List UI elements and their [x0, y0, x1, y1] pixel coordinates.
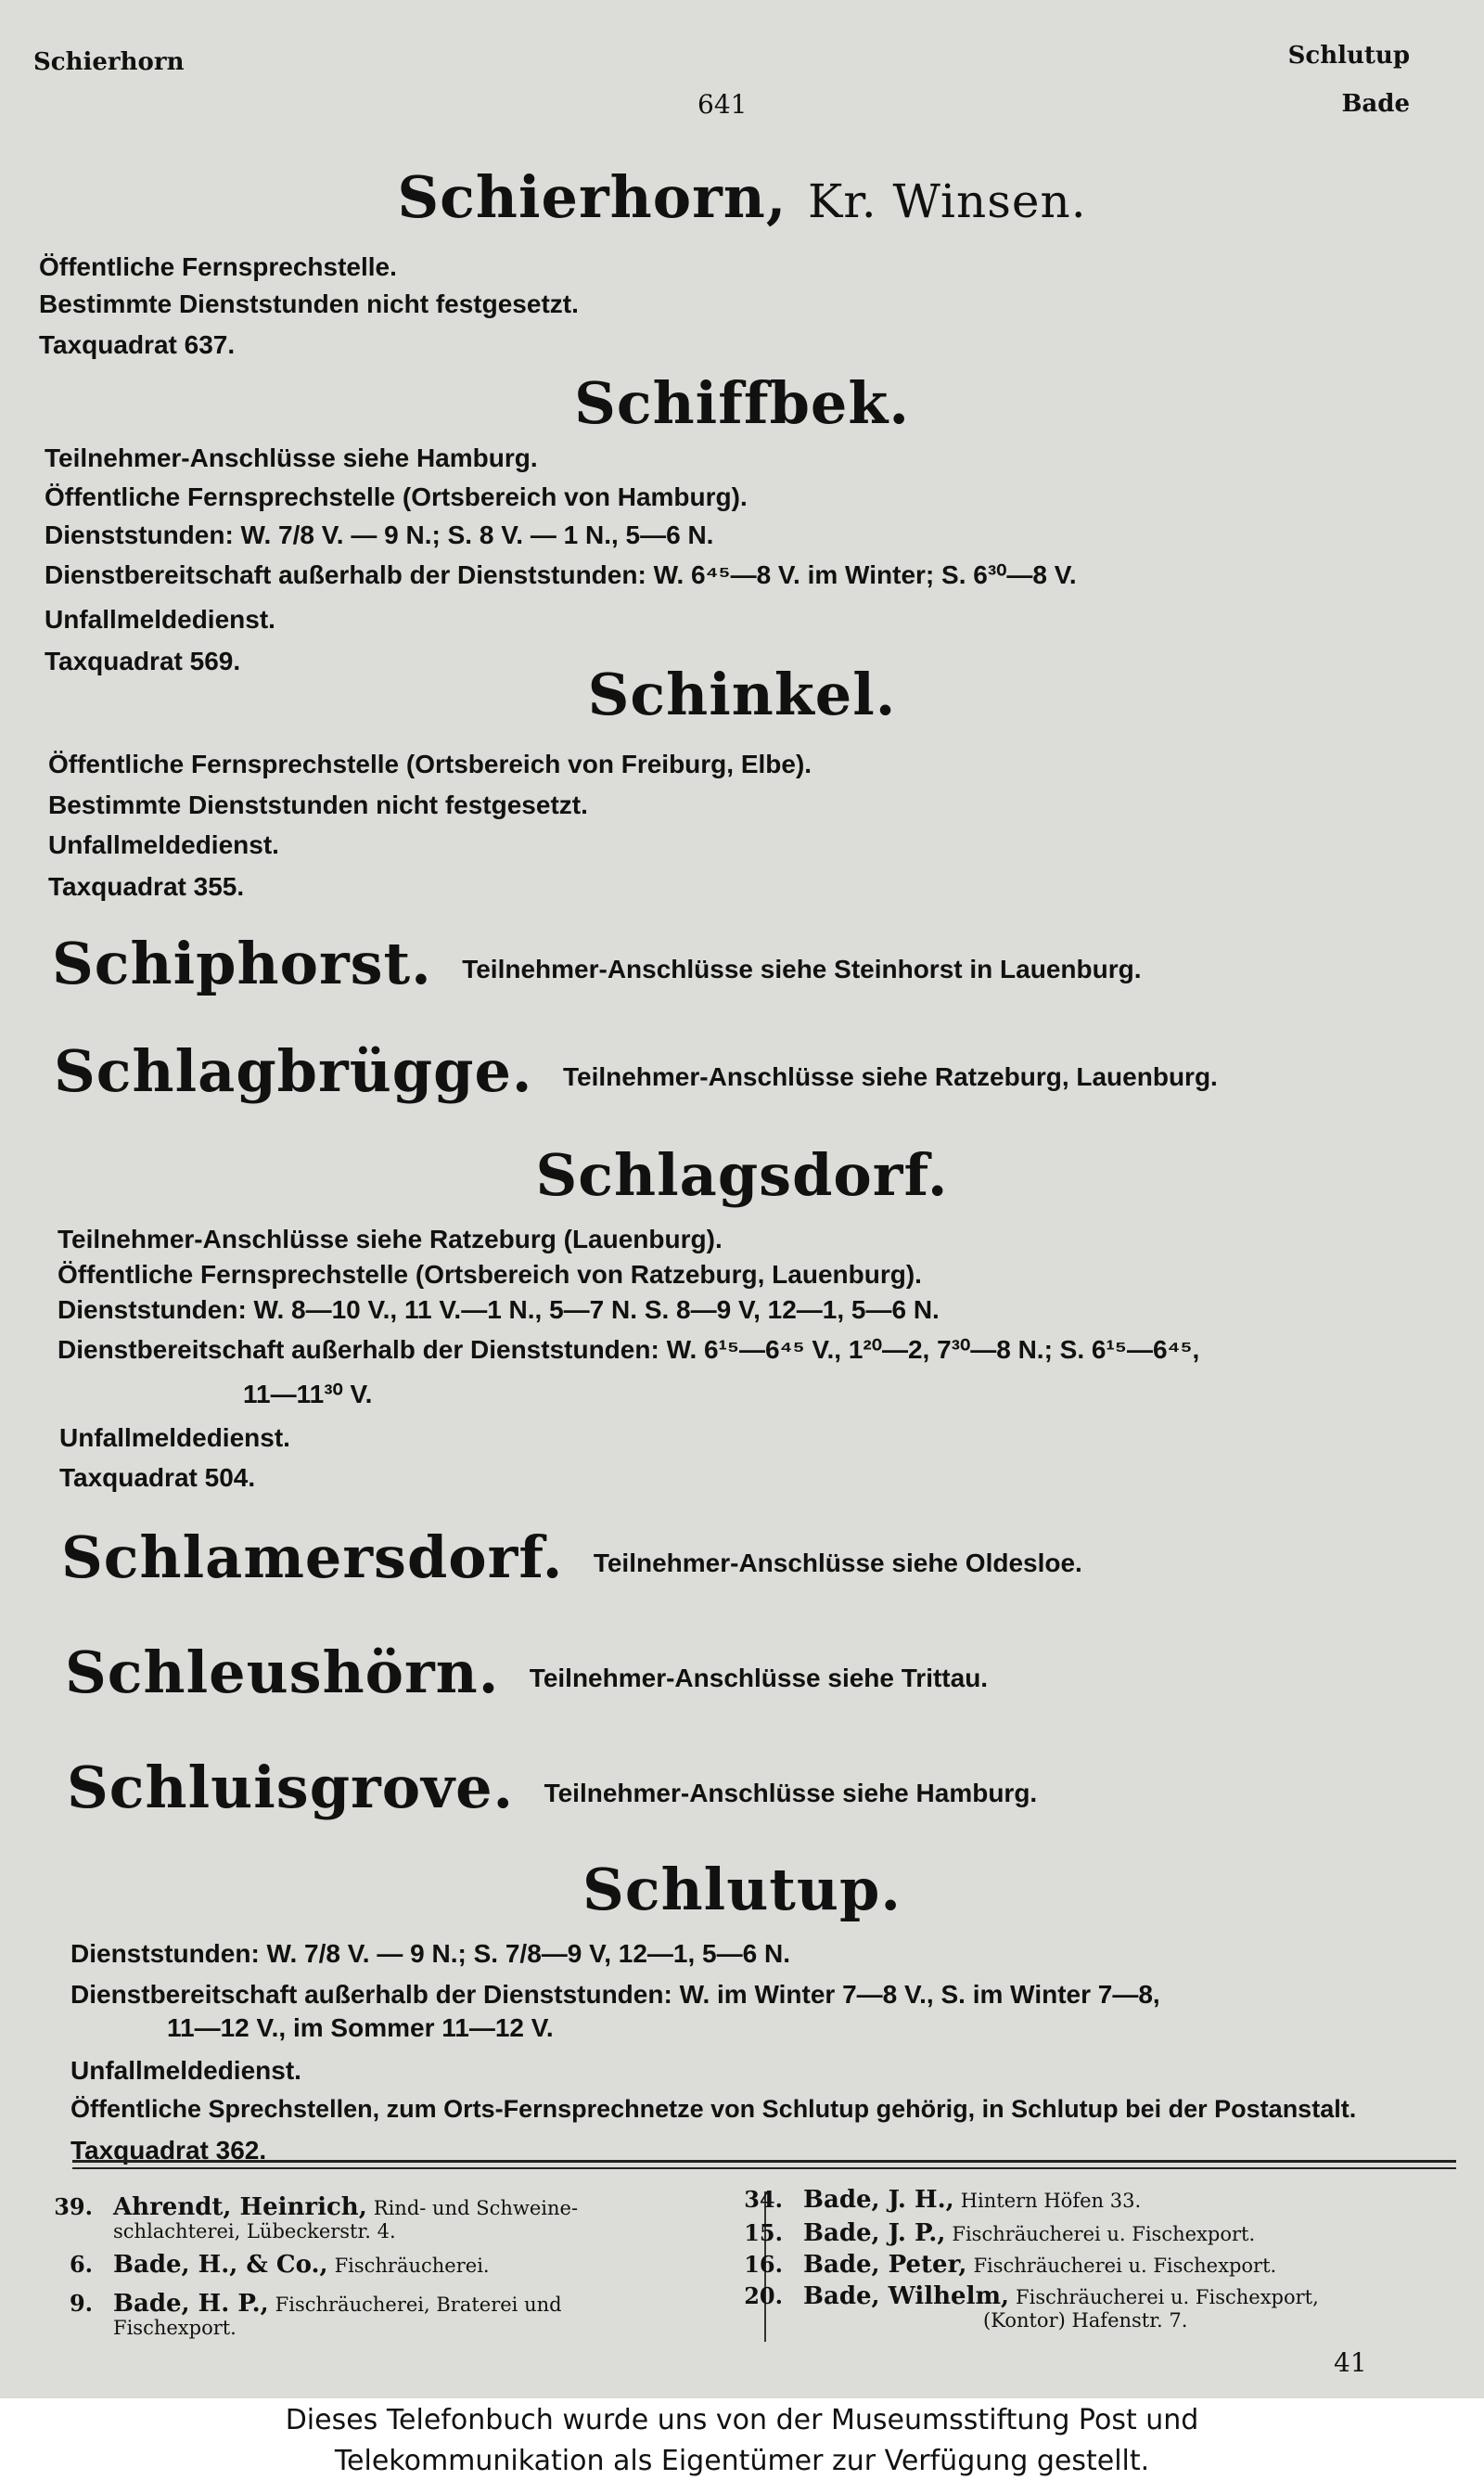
entry-schiphorst	[52, 930, 1141, 997]
entry-line: Dienststunden: W. 7/8 V. — 9 N.; S. 8 V. — 1 N., 5—6 N.	[45, 520, 714, 549]
entry-line: Taxquadrat 637.	[39, 330, 236, 359]
running-header-right	[1288, 32, 1410, 128]
entry-line-continued: 11—11³⁰ V.	[243, 1380, 373, 1408]
entry-line: Dienststunden: W. 7/8 V. — 9 N.; S. 7/8—9 V, 12—1, 5—6 N.	[70, 1939, 790, 1968]
subscriber-description: Fischräucherei u. Fischexport,	[1016, 2286, 1319, 2308]
subscriber-description: Hintern Höfen 33.	[960, 2190, 1142, 2212]
subscriber-name: Bade, Peter,	[803, 2251, 967, 2279]
entry-line: Öffentliche Fernsprechstelle (Ortsbereich von Ratzeburg, Lauenburg).	[58, 1260, 922, 1289]
entry-schleushoern	[65, 1638, 988, 1706]
subscriber-name: Bade, J. P.,	[803, 2219, 946, 2247]
entry-line: Taxquadrat 362.	[70, 2136, 267, 2165]
subscriber-number: 16.	[744, 2251, 783, 2278]
separator-rule	[72, 2160, 1456, 2163]
attribution-line-1: Dieses Telefonbuch wurde uns von der Museumsstiftung Post und	[285, 2404, 1199, 2436]
subscriber-description-continued: (Kontor) Hafenstr. 7.	[983, 2309, 1188, 2332]
page-number: 641	[697, 89, 748, 120]
subscriber-row	[33, 2292, 562, 2340]
entry-line: Unfallmeldedienst.	[48, 830, 279, 859]
subscriber-name: Ahrendt, Heinrich,	[113, 2193, 367, 2221]
subscriber-description-continued: Fischexport.	[113, 2317, 237, 2339]
subscriber-row	[723, 2188, 1141, 2213]
entry-line: Unfallmeldedienst.	[59, 1423, 290, 1452]
entry-line: Öffentliche Fernsprechstelle (Ortsbereich von Hamburg).	[45, 482, 748, 511]
subscriber-name: Bade, Wilhelm,	[803, 2282, 1010, 2310]
entry-line-continued: 11—12 V., im Sommer 11—12 V.	[167, 2013, 554, 2042]
entry-reference: Teilnehmer-Anschlüsse siehe Ratzeburg, Lauenburg.	[562, 1062, 1218, 1091]
attribution-line-2: Telekommunikation als Eigentümer zur Verfügung gestellt.	[334, 2445, 1150, 2477]
subscriber-description: Fischräucherei u. Fischexport.	[973, 2255, 1277, 2277]
running-header-left: Schierhorn	[33, 48, 185, 76]
entry-line: Unfallmeldedienst.	[70, 2056, 301, 2085]
subscriber-number: 20.	[744, 2282, 783, 2309]
entry-line: Taxquadrat 569.	[45, 647, 241, 675]
entry-title-schlagbruegge: Schlagbrügge.	[54, 1037, 533, 1105]
entry-reference: Teilnehmer-Anschlüsse siehe Steinhorst in Lauenburg.	[462, 955, 1142, 983]
entry-schlagbruegge	[54, 1037, 1218, 1105]
subscriber-description: Rind- und Schweine-	[373, 2197, 579, 2219]
running-header-right-bottom: Bade	[1341, 90, 1410, 118]
entry-title-schluisgrove: Schluisgrove.	[67, 1754, 515, 1821]
subscriber-number: 39.	[54, 2193, 93, 2220]
entry-reference: Teilnehmer-Anschlüsse siehe Oldesloe.	[593, 1548, 1082, 1577]
entry-line: Dienstbereitschaft außerhalb der Dienststunden: W. 6¹⁵—6⁴⁵ V., 1²⁰—2, 7³⁰—8 N.; S. 6¹⁵—6⁴⁵,	[58, 1335, 1200, 1364]
subscriber-number: 6.	[69, 2251, 93, 2278]
subscriber-row	[723, 2253, 1276, 2278]
entry-subtitle: Kr. Winsen.	[808, 174, 1087, 228]
subscriber-number: 34.	[744, 2186, 783, 2213]
subscriber-name: Bade, J. H.,	[803, 2186, 954, 2214]
entry-line: Teilnehmer-Anschlüsse siehe Hamburg.	[45, 443, 538, 472]
entry-schlamersdorf	[61, 1523, 1082, 1591]
separator-rule	[72, 2167, 1456, 2169]
entry-title-schierhorn	[0, 163, 1484, 231]
entry-schluisgrove	[67, 1754, 1037, 1821]
entry-title-schiphorst: Schiphorst.	[52, 930, 432, 997]
entry-line: Öffentliche Fernsprechstelle (Ortsbereich von Freiburg, Elbe).	[48, 750, 812, 778]
subscriber-name: Bade, H. P.,	[113, 2290, 269, 2318]
entry-line: Taxquadrat 504.	[59, 1463, 256, 1492]
entry-line: Dienstbereitschaft außerhalb der Dienststunden: W. 6⁴⁵—8 V. im Winter; S. 6³⁰—8 V.	[45, 560, 1077, 589]
entry-line: Bestimmte Dienststunden nicht festgesetzt.	[48, 790, 588, 819]
subscriber-description-continued: schlachterei, Lübeckerstr. 4.	[113, 2220, 396, 2242]
entry-line: Dienstbereitschaft außerhalb der Dienststunden: W. im Winter 7—8 V., S. im Winter 7—8,	[70, 1980, 1160, 2009]
subscriber-description: Fischräucherei, Braterei und	[275, 2294, 562, 2316]
subscriber-name: Bade, H., & Co.,	[113, 2251, 328, 2279]
page-bottom-number: 41	[1334, 2347, 1367, 2378]
entry-line: Bestimmte Dienststunden nicht festgesetzt.	[39, 289, 579, 318]
entry-line: Teilnehmer-Anschlüsse siehe Ratzeburg (Lauenburg).	[58, 1225, 723, 1253]
subscriber-row	[723, 2221, 1255, 2246]
subscriber-number: 15.	[744, 2219, 783, 2246]
entry-line: Öffentliche Fernsprechstelle.	[39, 252, 397, 281]
entry-title-schlutup: Schlutup.	[582, 1856, 902, 1923]
entry-title-schiffbek: Schiffbek.	[574, 369, 910, 437]
entry-reference: Teilnehmer-Anschlüsse siehe Trittau.	[529, 1664, 989, 1692]
entry-reference: Teilnehmer-Anschlüsse siehe Hamburg.	[544, 1779, 1038, 1807]
subscriber-number: 9.	[69, 2290, 93, 2317]
entry-line: Taxquadrat 355.	[48, 872, 245, 901]
entry-title-schleushoern: Schleushörn.	[65, 1638, 500, 1706]
running-header-right-top: Schlutup	[1287, 42, 1410, 70]
attribution-footer	[0, 2398, 1484, 2480]
entry-title-schlagsdorf: Schlagsdorf.	[535, 1141, 949, 1209]
entry-title-schinkel: Schinkel.	[587, 661, 897, 728]
subscriber-description: Fischräucherei u. Fischexport.	[952, 2223, 1256, 2245]
subscriber-row	[723, 2284, 1319, 2332]
entry-line: Unfallmeldedienst.	[45, 605, 275, 634]
entry-title-text: Schierhorn,	[397, 163, 787, 231]
entry-line: Öffentliche Sprechstellen, zum Orts-Fernsprechnetze von Schlutup gehörig, in Schlutup bei der Postanstalt.	[70, 2095, 1357, 2123]
subscriber-row	[33, 2195, 578, 2243]
subscriber-description: Fischräucherei.	[334, 2255, 490, 2277]
entry-line: Dienststunden: W. 8—10 V., 11 V.—1 N., 5—7 N. S. 8—9 V, 12—1, 5—6 N.	[58, 1295, 940, 1324]
subscriber-row	[33, 2253, 490, 2278]
entry-title-schlamersdorf: Schlamersdorf.	[61, 1523, 564, 1591]
